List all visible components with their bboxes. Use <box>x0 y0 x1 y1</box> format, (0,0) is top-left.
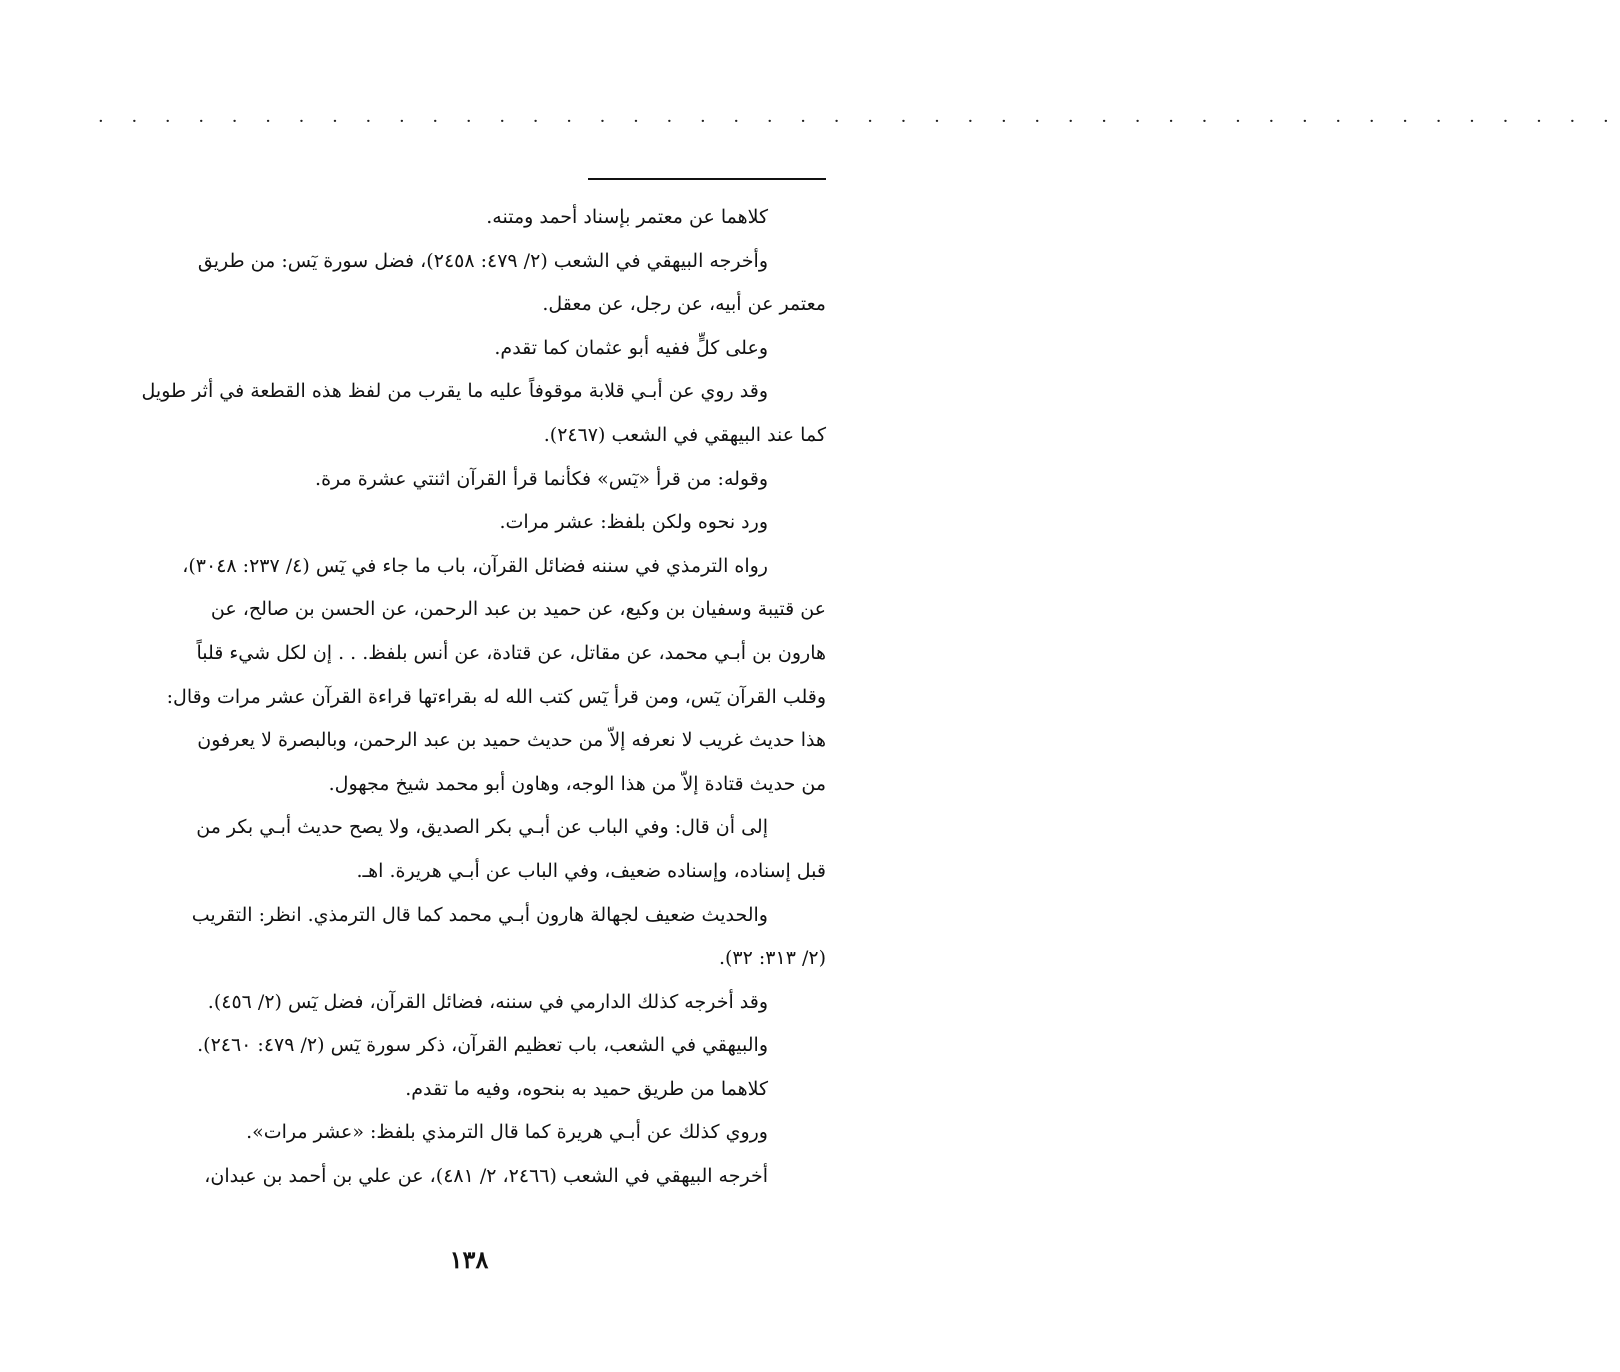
text-line: كما عند البيهقي في الشعب (٢٤٦٧). <box>543 423 826 446</box>
text-line: وأخرجه البيهقي في الشعب (٢/ ٤٧٩: ٢٤٥٨)، فضل سورة يٓس: من طريق <box>197 249 768 272</box>
text-line: وقد أخرجه كذلك الدارمي في سننه، فضائل القرآن، فضل يٓس (٢/ ٤٥٦). <box>207 990 768 1013</box>
text-line: معتمر عن أبيه، عن رجل، عن معقل. <box>542 293 826 316</box>
text-line: وعلى كلٍّ ففيه أبو عثمان كما تقدم. <box>494 336 768 359</box>
text-line: هارون بن أبـي محمد، عن مقاتل، عن قتادة، عن أنس بلفظ. . . إن لكل شيء قلباً <box>196 641 826 664</box>
text-line: (٢/ ٣١٣: ٣٢). <box>718 947 826 970</box>
footnote-rule <box>588 178 826 180</box>
text-line: قبل إسناده، وإسناده ضعيف، وفي الباب عن أبـي هريرة. اهـ. <box>356 859 826 882</box>
text-line: رواه الترمذي في سننه فضائل القرآن، باب ما جاء في يٓس (٤/ ٢٣٧: ٣٠٤٨)، <box>182 554 768 577</box>
footnote-text <box>96 196 826 1199</box>
text-line: وقد روي عن أبـي قلابة موقوفاً عليه ما يقرب من لفظ هذه القطعة في أثر طويل <box>141 380 768 403</box>
text-line: أخرجه البيهقي في الشعب (٢٤٦٦، ٢/ ٤٨١)، عن علي بن أحمد بن عبدان، <box>204 1165 768 1188</box>
page-number: ١٣٨ <box>449 1245 489 1274</box>
text-line: من حديث قتادة إلاّ من هذا الوجه، وهاون أبو محمد شيخ مجهول. <box>328 772 826 795</box>
text-line: وروي كذلك عن أبـي هريرة كما قال الترمذي بلفظ: «عشر مرات». <box>246 1121 768 1144</box>
text-line: ورد نحوه ولكن بلفظ: عشر مرات. <box>499 511 768 534</box>
text-line: كلاهما من طريق حميد به بنحوه، وفيه ما تقدم. <box>405 1077 768 1100</box>
dotted-separator: · · · · · · · · · · · · · · · · · · · · · · · · · · · · · · · · · · · · · · · · · · · · · · <box>98 111 1620 132</box>
text-line: والبيهقي في الشعب، باب تعظيم القرآن، ذكر سورة يٓس (٢/ ٤٧٩: ٢٤٦٠). <box>197 1034 768 1057</box>
text-line: إلى أن قال: وفي الباب عن أبـي بكر الصديق، ولا يصح حديث أبـي بكر من <box>196 816 768 839</box>
text-line: كلاهما عن معتمر بإسناد أحمد ومتنه. <box>486 206 768 228</box>
text-line: هذا حديث غريب لا نعرفه إلاّ من حديث حميد بن عبد الرحمن، وبالبصرة لا يعرفون <box>197 729 826 752</box>
text-line: وقلب القرآن يٓس، ومن قرأ يٓس كتب الله له بقراءتها قراءة القرآن عشر مرات وقال: <box>166 685 826 708</box>
text-line: والحديث ضعيف لجهالة هارون أبـي محمد كما قال الترمذي. انظر: التقريب <box>191 903 768 926</box>
text-line: وقوله: من قرأ «يٓس» فكأنما قرأ القرآن اثنتي عشرة مرة. <box>315 467 768 490</box>
text-line: عن قتيبة وسفيان بن وكيع، عن حميد بن عبد الرحمن، عن الحسن بن صالح، عن <box>210 598 826 621</box>
